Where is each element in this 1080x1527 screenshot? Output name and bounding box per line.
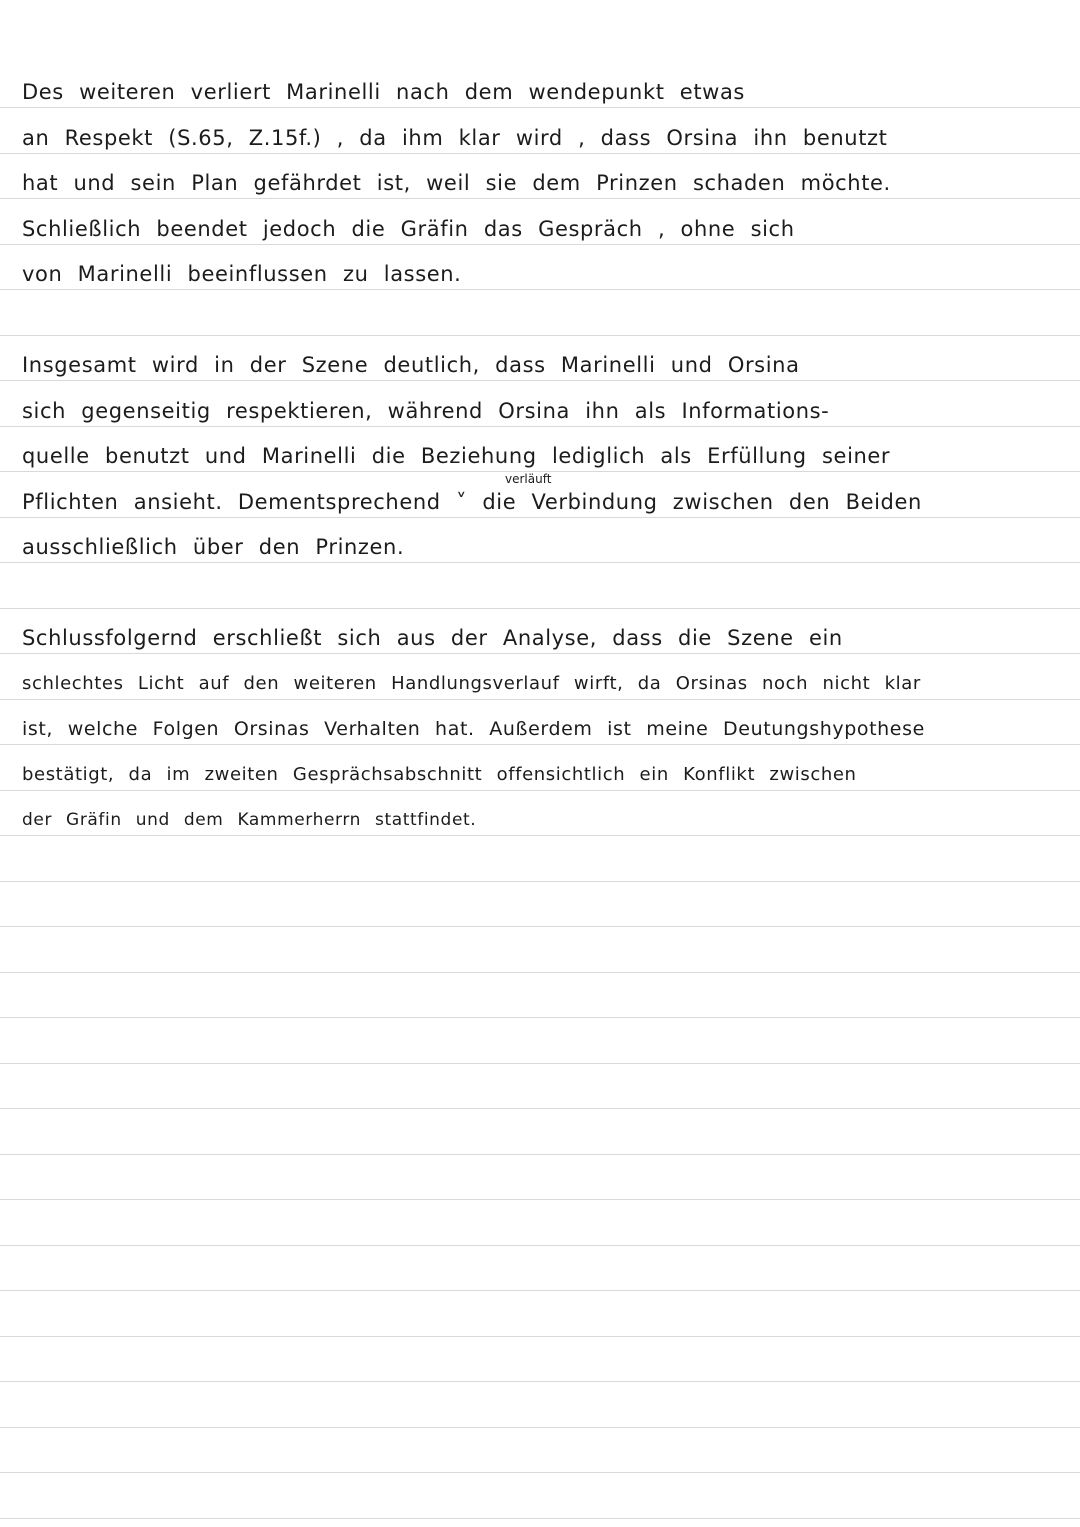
text-line: Des weiteren verliert Marinelli nach dem wendepunkt etwas: [22, 80, 745, 104]
text-line: bestätigt, da im zweiten Gesprächsabschnitt offensichtlich ein Konflikt zwischen: [22, 764, 857, 785]
ruled-line: [0, 1063, 1080, 1064]
text-line: der Gräfin und dem Kammerherrn stattfindet.: [22, 810, 477, 830]
text-line: Pflichten ansieht. Dementsprechend ˅ die Verbindung zwischen den Beiden: [22, 490, 922, 514]
ruled-line: [0, 744, 1080, 745]
text-line: quelle benutzt und Marinelli die Beziehung lediglich als Erfüllung seiner: [22, 444, 891, 468]
ruled-line: [0, 699, 1080, 700]
ruled-line: [0, 1336, 1080, 1337]
ruled-line: [0, 517, 1080, 518]
ruled-line: [0, 244, 1080, 245]
text-line: sich gegenseitig respektieren, während Orsina ihn als Informations-: [22, 399, 830, 423]
ruled-line: [0, 1199, 1080, 1200]
ruled-line: [0, 972, 1080, 973]
ruled-line: [0, 1381, 1080, 1382]
ruled-line: [0, 1154, 1080, 1155]
text-line: an Respekt (S.65, Z.15f.) , da ihm klar wird , dass Orsina ihn benutzt: [22, 126, 888, 150]
text-line: von Marinelli beeinflussen zu lassen.: [22, 262, 462, 286]
ruled-line: [0, 1427, 1080, 1428]
ruled-line: [0, 881, 1080, 882]
ruled-line: [0, 1472, 1080, 1473]
text-line: Insgesamt wird in der Szene deutlich, dass Marinelli und Orsina: [22, 353, 800, 377]
ruled-line: [0, 926, 1080, 927]
ruled-line: [0, 426, 1080, 427]
text-line: schlechtes Licht auf den weiteren Handlungsverlauf wirft, da Orsinas noch nicht klar: [22, 673, 921, 694]
ruled-line: [0, 289, 1080, 290]
ruled-line: [0, 608, 1080, 609]
text-line: ist, welche Folgen Orsinas Verhalten hat. Außerdem ist meine Deutungshypothese: [22, 718, 925, 740]
text-line: ausschließlich über den Prinzen.: [22, 535, 405, 559]
ruled-line: [0, 153, 1080, 154]
ruled-line: [0, 1518, 1080, 1519]
ruled-line: [0, 1017, 1080, 1018]
text-line: Schließlich beendet jedoch die Gräfin das Gespräch , ohne sich: [22, 217, 795, 241]
ruled-line: [0, 335, 1080, 336]
text-line: Schlussfolgernd erschließt sich aus der Analyse, dass die Szene ein: [22, 626, 843, 650]
ruled-line: [0, 198, 1080, 199]
ruled-line: [0, 380, 1080, 381]
ruled-line: [0, 835, 1080, 836]
text-line: hat und sein Plan gefährdet ist, weil sie dem Prinzen schaden möchte.: [22, 171, 891, 195]
ruled-line: [0, 790, 1080, 791]
inserted-word: verläuft: [505, 472, 552, 486]
ruled-line: [0, 562, 1080, 563]
ruled-line: [0, 1108, 1080, 1109]
ruled-line: [0, 1245, 1080, 1246]
ruled-line: [0, 1290, 1080, 1291]
ruled-line: [0, 107, 1080, 108]
ruled-line: [0, 653, 1080, 654]
